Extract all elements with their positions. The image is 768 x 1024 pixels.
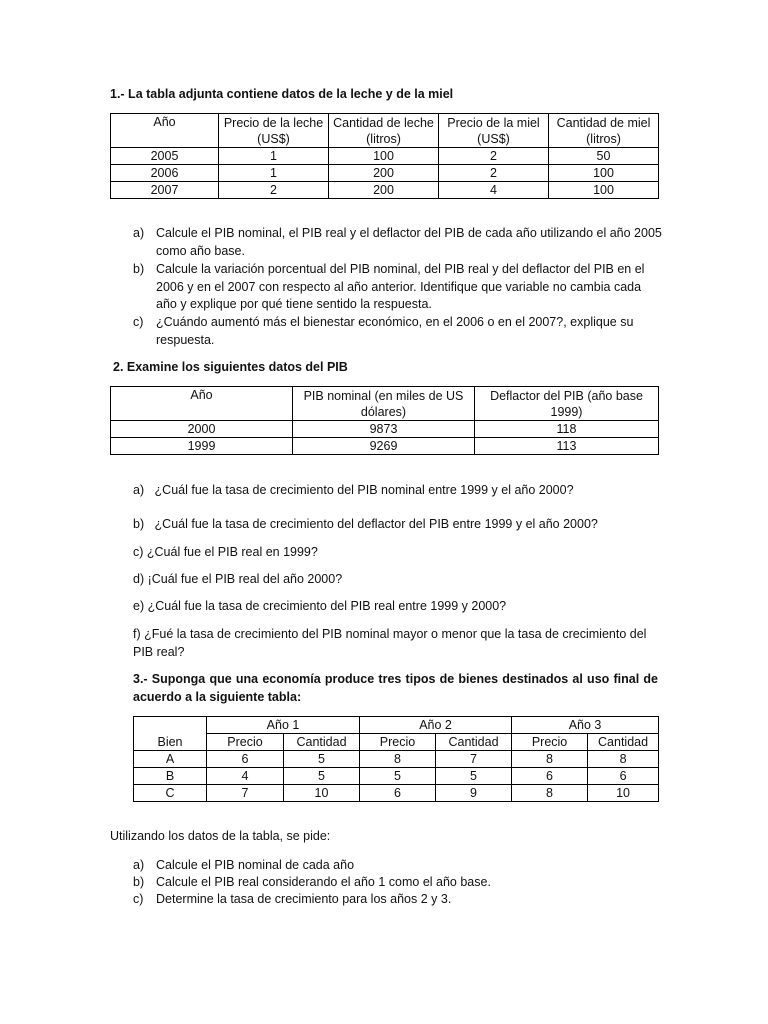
header-milk-qty: Cantidad de leche (litros) xyxy=(329,114,439,148)
section3-intro: Utilizando los datos de la tabla, se pide: xyxy=(110,829,331,843)
table-row xyxy=(111,165,659,182)
header-honey-qty: Cantidad de miel (litros) xyxy=(549,114,659,148)
section1-heading: 1.- La tabla adjunta contiene datos de la leche y de la miel xyxy=(110,87,454,101)
table-cell: 6 xyxy=(360,785,436,802)
milk-honey-table xyxy=(110,113,659,199)
header-price: Precio xyxy=(360,734,436,751)
table-cell: 1 xyxy=(219,148,329,165)
table-cell: 1 xyxy=(219,165,329,182)
question-1a xyxy=(133,225,663,260)
question-2d: d) ¡Cuál fue el PIB real del año 2000? xyxy=(133,572,343,586)
question-label: b) xyxy=(133,875,145,889)
header-year-1: Año 1 xyxy=(207,717,360,734)
table-cell: 2000 xyxy=(111,421,293,438)
header-price: Precio xyxy=(512,734,588,751)
table-cell: C xyxy=(134,785,207,802)
table-cell: 2006 xyxy=(111,165,219,182)
question-1b xyxy=(133,261,663,314)
question-text: ¿Cuándo aumentó más el bienestar económico, en el 2006 o en el 2007?, explique su respuesta. xyxy=(156,315,634,347)
table-row xyxy=(134,768,659,785)
table-row xyxy=(111,421,659,438)
table-cell: 2 xyxy=(439,148,549,165)
table-cell: 2007 xyxy=(111,182,219,199)
header-quantity: Cantidad xyxy=(436,734,512,751)
question-text: Determine la tasa de crecimiento para los años 2 y 3. xyxy=(156,892,452,906)
question-2c: c) ¿Cuál fue el PIB real en 1999? xyxy=(133,545,318,559)
question-label: a) xyxy=(133,226,145,240)
table-cell: 2 xyxy=(439,165,549,182)
header-milk-price: Precio de la leche (US$) xyxy=(219,114,329,148)
header-deflator: Deflactor del PIB (año base 1999) xyxy=(475,387,659,421)
empty-cell xyxy=(134,717,207,734)
table-cell: 5 xyxy=(360,768,436,785)
table-cell: 8 xyxy=(512,785,588,802)
table-cell: 1999 xyxy=(111,438,293,455)
section2-heading: 2. Examine los siguientes datos del PIB xyxy=(113,360,348,374)
header-honey-price: Precio de la miel (US$) xyxy=(439,114,549,148)
table-header-row xyxy=(134,717,659,734)
table-cell: 6 xyxy=(512,768,588,785)
table-cell: 50 xyxy=(549,148,659,165)
header-good: Bien xyxy=(134,734,207,751)
table-cell: 2 xyxy=(219,182,329,199)
table-cell: 7 xyxy=(207,785,284,802)
question-3a xyxy=(133,857,663,875)
table-cell: 9 xyxy=(436,785,512,802)
table-cell: 5 xyxy=(284,768,360,785)
table-cell: 4 xyxy=(207,768,284,785)
goods-table xyxy=(133,716,659,802)
table-cell: 4 xyxy=(439,182,549,199)
table-cell: 5 xyxy=(284,751,360,768)
table-cell: 10 xyxy=(284,785,360,802)
table-cell: 7 xyxy=(436,751,512,768)
table-cell: 200 xyxy=(329,165,439,182)
question-2b: b) ¿Cuál fue la tasa de crecimiento del deflactor del PIB entre 1999 y el año 2000? xyxy=(133,517,598,531)
table-cell: 5 xyxy=(436,768,512,785)
table-cell: 118 xyxy=(475,421,659,438)
header-year-3: Año 3 xyxy=(512,717,659,734)
question-label: c) xyxy=(133,892,144,906)
table-row xyxy=(134,785,659,802)
table-cell: 9269 xyxy=(293,438,475,455)
table-cell: A xyxy=(134,751,207,768)
table-cell: 200 xyxy=(329,182,439,199)
header-nominal-gdp: PIB nominal (en miles de US dólares) xyxy=(293,387,475,421)
table-cell: 100 xyxy=(549,182,659,199)
question-text: Calcule el PIB nominal de cada año xyxy=(156,858,355,872)
table-cell: 9873 xyxy=(293,421,475,438)
table-cell: 100 xyxy=(329,148,439,165)
table-row xyxy=(111,148,659,165)
question-3c xyxy=(133,891,663,909)
table-subheader-row xyxy=(134,734,659,751)
table-cell: 100 xyxy=(549,165,659,182)
header-quantity: Cantidad xyxy=(284,734,360,751)
gdp-table xyxy=(110,386,659,455)
table-row xyxy=(134,751,659,768)
question-label: a) xyxy=(133,858,145,872)
table-cell: 8 xyxy=(512,751,588,768)
table-cell: 8 xyxy=(360,751,436,768)
header-quantity: Cantidad xyxy=(588,734,659,751)
question-2e: e) ¿Cuál fue la tasa de crecimiento del PIB real entre 1999 y 2000? xyxy=(133,599,507,613)
header-year: Año xyxy=(111,114,219,148)
section3-heading: 3.- Suponga que una economía produce tres tipos de bienes destinados al uso final de acuerdo a la siguiente tabla: xyxy=(133,672,658,704)
question-2f: f) ¿Fué la tasa de crecimiento del PIB nominal mayor o menor que la tasa de crecimiento del PIB real? xyxy=(133,627,647,659)
table-header-row xyxy=(111,114,659,148)
table-header-row xyxy=(111,387,659,421)
header-year-2: Año 2 xyxy=(360,717,512,734)
header-price: Precio xyxy=(207,734,284,751)
table-cell: 2005 xyxy=(111,148,219,165)
table-cell: 8 xyxy=(588,751,659,768)
question-label: b) xyxy=(133,262,145,276)
table-cell: B xyxy=(134,768,207,785)
question-text: Calcule la variación porcentual del PIB nominal, del PIB real y del deflactor del PIB en el 2006 y en el 2007 con respecto al año anterior. Identifique que variable no cambia cada año y explique por qué tiene sentido la respuesta. xyxy=(156,262,645,311)
table-cell: 6 xyxy=(588,768,659,785)
table-cell: 10 xyxy=(588,785,659,802)
question-text: Calcule el PIB nominal, el PIB real y el deflactor del PIB de cada año utilizando el año 2005 como año base. xyxy=(156,226,662,258)
table-cell: 6 xyxy=(207,751,284,768)
question-1c xyxy=(133,314,663,349)
header-year: Año xyxy=(111,387,293,421)
question-2a: a) ¿Cuál fue la tasa de crecimiento del PIB nominal entre 1999 y el año 2000? xyxy=(133,483,574,497)
table-cell: 113 xyxy=(475,438,659,455)
question-label: c) xyxy=(133,315,144,329)
table-row xyxy=(111,438,659,455)
question-text: Calcule el PIB real considerando el año 1 como el año base. xyxy=(156,875,491,889)
table-row xyxy=(111,182,659,199)
question-3b xyxy=(133,874,663,892)
